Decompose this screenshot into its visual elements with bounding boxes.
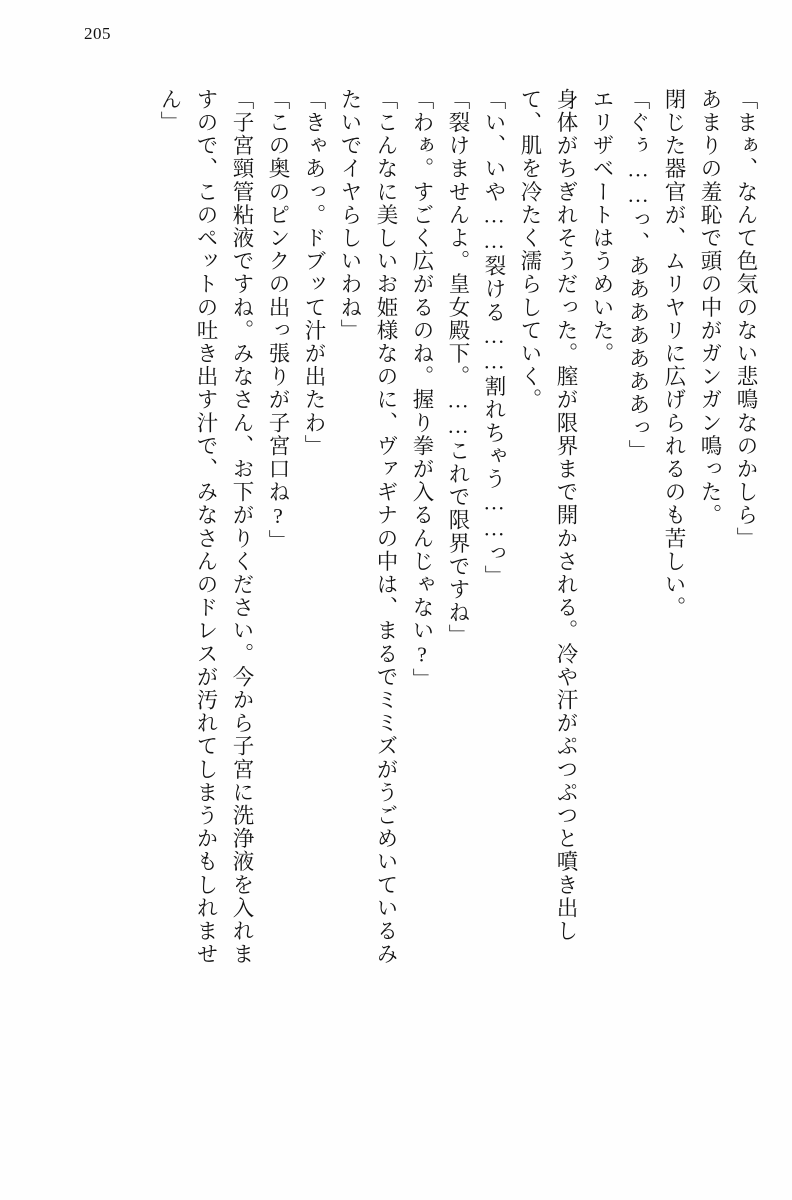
text-line: 「わぁ。すごく広がるのね。握り拳が入るんじゃない?」 [410, 88, 434, 692]
text-line: すので、このペットの吐き出す汁で、みなさんのドレスが汚れてしまうかもしれませ [194, 88, 218, 966]
text-line: ん」 [158, 88, 182, 135]
text-line: 「この奥のピンクの出っ張りが子宮口ね?」 [266, 88, 290, 553]
text-line: 身体がちぎれそうだった。膣が限界まで開かされる。冷や汗がぷつぷつと噴き出し [554, 88, 578, 943]
text-line: エリザベートはうめいた。 [590, 88, 614, 366]
text-line: 「まぁ、なんて色気のない悲鳴なのかしら」 [734, 88, 758, 550]
text-line: 「きゃあっ。ドブッて汁が出たわ」 [302, 88, 326, 458]
text-line: 閉じた器官が、ムリヤリに広げられるのも苦しい。 [662, 88, 686, 620]
text-line: て、肌を冷たく濡らしていく。 [518, 88, 542, 412]
text-line: たいでイヤらしいわね」 [338, 88, 362, 343]
page-number: 205 [84, 24, 111, 43]
text-line: 「裂けませんよ。皇女殿下。……これで限界ですね」 [446, 88, 470, 648]
text-line: 「ぐぅ……っ、あああああああっ」 [626, 88, 650, 463]
text-line: 「こんなに美しいお姫様なのに、ヴァギナの中は、まるでミミズがうごめいているみ [374, 88, 398, 966]
vertical-text-block [40, 88, 756, 1156]
text-line: 「い、いや……裂ける……割れちゃう……っ」 [482, 88, 506, 589]
text-line: 「子宮頸管粘液ですね。みなさん、お下がりください。今から子宮に洗浄液を入れま [230, 88, 254, 966]
text-line: あまりの羞恥で頭の中がガンガン鳴った。 [698, 88, 722, 527]
